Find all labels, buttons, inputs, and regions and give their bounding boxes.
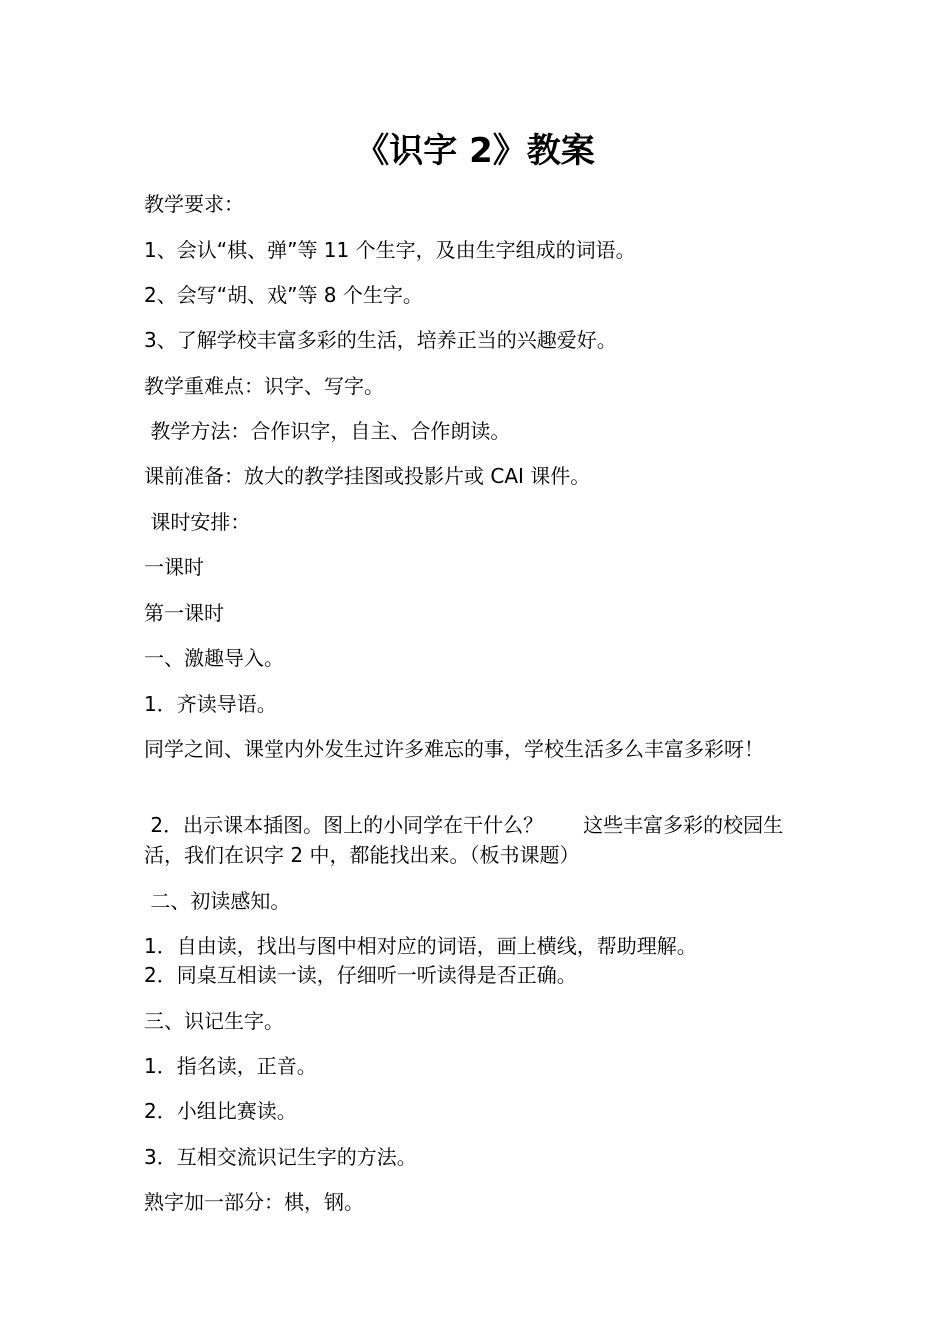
document-title: 《识字 2》教案 <box>355 131 595 171</box>
schedule-value: 一课时 <box>144 555 204 579</box>
requirement-1: 1、会认“棋、弹”等 11 个生字，及由生字组成的词语。 <box>144 238 636 262</box>
section-3-heading: 三、识记生字。 <box>144 1009 284 1033</box>
step-3-1: 1．指名读，正音。 <box>144 1054 317 1078</box>
step-2-2: 2．同桌互相读一读，仔细听一听读得是否正确。 <box>144 963 577 987</box>
requirement-2: 2、会写“胡、戏”等 8 个生字。 <box>144 283 423 307</box>
section-1-heading: 一、激趣导入。 <box>144 646 284 670</box>
first-lesson-heading: 第一课时 <box>144 601 224 625</box>
preparation: 课前准备：放大的教学挂图或投影片或 CAI 课件。 <box>144 464 591 488</box>
schedule-heading: 课时安排： <box>144 510 251 534</box>
teaching-methods: 教学方法：合作识字，自主、合作朗读。 <box>144 419 511 443</box>
step-1-2: 2．出示课本插图。图上的小同学在干什么？ 这些丰富多彩的校园生活，我们在识字 2 中，都能找出来。（板书课题） <box>144 813 784 867</box>
intro-paragraph: 同学之间、课堂内外发生过许多难忘的事，学校生活多么丰富多彩呀！ <box>144 737 764 761</box>
key-difficulties: 教学重难点：识字、写字。 <box>144 374 384 398</box>
section-2-heading: 二、初读感知。 <box>144 889 291 913</box>
requirement-3: 3、了解学校丰富多彩的生活，培养正当的兴趣爱好。 <box>144 328 617 352</box>
step-2-1: 1．自由读，找出与图中相对应的词语，画上横线，帮助理解。 <box>144 934 697 958</box>
teaching-requirements-heading: 教学要求： <box>144 192 244 216</box>
step-1-1: 1．齐读导语。 <box>144 692 277 716</box>
method-example: 熟字加一部分：棋，钢。 <box>144 1190 364 1214</box>
step-3-2: 2．小组比赛读。 <box>144 1099 297 1123</box>
step-3-3: 3．互相交流识记生字的方法。 <box>144 1145 417 1169</box>
